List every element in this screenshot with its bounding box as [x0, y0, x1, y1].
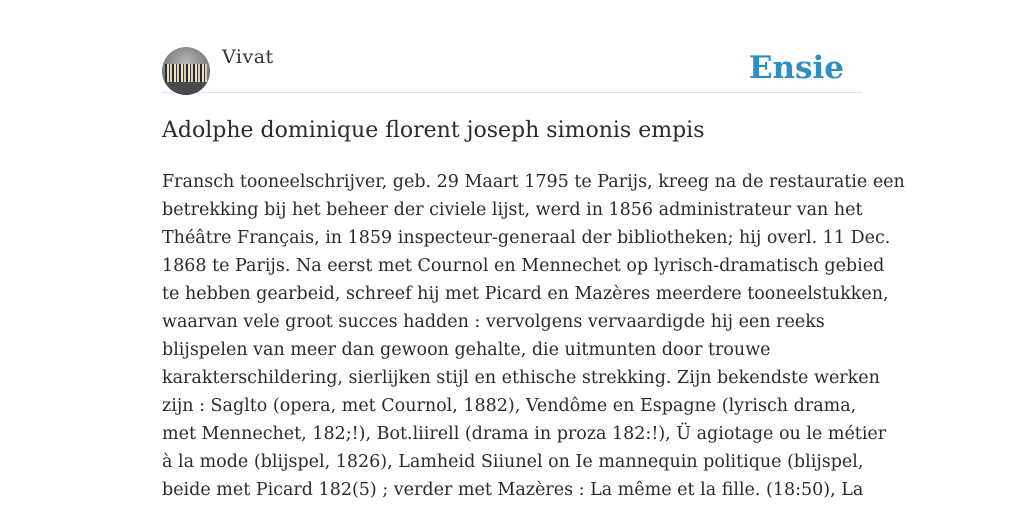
brand-logo[interactable]: Ensie [748, 50, 844, 86]
body-line: met Mennechet, 182;!), Bot.liirell (drama in proza 182:!), Ü agiotage ou le métier [162, 424, 887, 444]
body-line: zijn : Saglto (opera, met Cournol, 1882), Vendôme en Espagne (lyrisch drama, [162, 396, 857, 416]
body-line: 1868 te Parijs. Na eerst met Cournol en Mennechet op lyrisch-dramatisch gebied [162, 256, 885, 276]
bookshelf-avatar-icon[interactable] [162, 47, 210, 95]
author-name[interactable]: Vivat [222, 46, 274, 68]
shelf-graphic [162, 82, 210, 95]
body-line: à la mode (blijspel, 1826), Lamheid Siiunel on Ie mannequin politique (blijspel, [162, 452, 864, 472]
article-header [162, 46, 862, 93]
body-line: karakterschildering, sierlijken stijl en ethische strekking. Zijn bekendste werken [162, 368, 880, 388]
body-line: Fransch tooneelschrijver, geb. 29 Maart 1795 te Parijs, kreeg na de restauratie een [162, 172, 905, 192]
body-line: Théâtre Français, in 1859 inspecteur-generaal der bibliotheken; hij overl. 11 Dec. [162, 228, 891, 248]
article-body [162, 168, 905, 504]
books-graphic [165, 64, 207, 82]
body-line: te hebben gearbeid, schreef hij met Picard en Mazères meerdere tooneelstukken, [162, 284, 889, 304]
body-line: blijspelen van meer dan gewoon gehalte, die uitmunten door trouwe [162, 340, 771, 360]
body-line: betrekking bij het beheer der civiele lijst, werd in 1856 administrateur van het [162, 200, 863, 220]
article-title: Adolphe dominique florent joseph simonis empis [162, 118, 705, 143]
body-line: beide met Picard 182(5) ; verder met Mazères : La même et la fille. (18:50), La [162, 480, 864, 500]
body-line: waarvan vele groot succes hadden : vervolgens vervaardigde hij een reeks [162, 312, 825, 332]
